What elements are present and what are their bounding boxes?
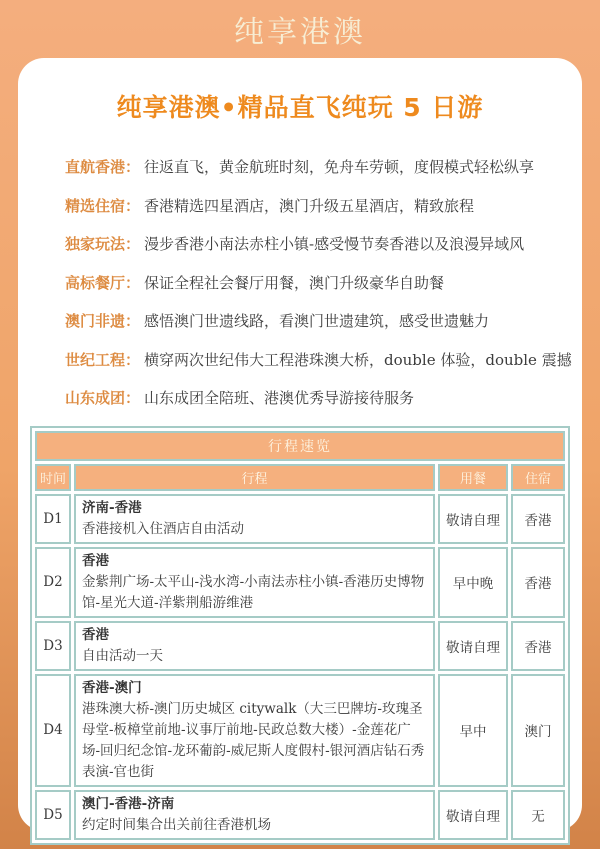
route-title: 澳门-香港-济南 bbox=[82, 795, 175, 812]
column-header-time: 时间 bbox=[35, 464, 71, 491]
route-detail: 港珠澳大桥-澳门历史城区 citywalk（大三巴牌坊-玫瑰圣母堂-板樟堂前地-议事厅前地-民政总数大楼）-金莲花广场-回归纪念馆-龙环葡韵-威尼斯人度假村-银河酒店钻石秀表演-官也街 bbox=[82, 700, 425, 780]
feature-item bbox=[65, 387, 552, 409]
route-detail: 香港接机入住酒店自由活动 bbox=[82, 520, 244, 537]
stay-cell: 香港 bbox=[511, 621, 565, 671]
stay-cell: 无 bbox=[511, 790, 565, 840]
feature-text: 往返直飞，黄金航班时刻，免舟车劳顿，度假模式轻松纵享 bbox=[144, 158, 535, 176]
route-cell bbox=[74, 790, 435, 840]
feature-list bbox=[65, 156, 572, 409]
column-header-stay: 住宿 bbox=[511, 464, 565, 491]
route-cell bbox=[74, 547, 435, 618]
day-cell: D5 bbox=[35, 790, 71, 840]
feature-label: 独家玩法： bbox=[65, 235, 141, 253]
tour-title: 纯享港澳•精品直飞纯玩 5 日游 bbox=[116, 93, 484, 122]
column-header-meals: 用餐 bbox=[438, 464, 508, 491]
meals-cell: 敬请自理 bbox=[438, 494, 508, 544]
feature-item bbox=[65, 349, 572, 371]
route-title: 香港-澳门 bbox=[82, 679, 142, 696]
page-header bbox=[0, 0, 600, 58]
stay-cell: 香港 bbox=[511, 494, 565, 544]
itinerary-table bbox=[30, 426, 570, 845]
page-title: 纯享港澳 bbox=[234, 15, 366, 50]
feature-text: 保证全程社会餐厅用餐，澳门升级豪华自助餐 bbox=[144, 273, 445, 292]
day-cell: D1 bbox=[35, 494, 71, 544]
feature-item bbox=[65, 233, 552, 255]
feature-label: 世纪工程： bbox=[65, 350, 141, 369]
meals-cell: 早中 bbox=[438, 674, 508, 787]
meals-cell: 早中晚 bbox=[438, 547, 508, 618]
meals-cell: 敬请自理 bbox=[438, 621, 508, 671]
feature-item bbox=[65, 195, 552, 217]
feature-label: 精选住宿： bbox=[65, 196, 141, 215]
table-row bbox=[35, 621, 565, 671]
table-header-row bbox=[35, 464, 565, 491]
route-detail: 约定时间集合出关前往香港机场 bbox=[82, 816, 271, 833]
feature-text: 香港精选四星酒店，澳门升级五星酒店，精致旅程 bbox=[144, 196, 475, 215]
feature-item bbox=[65, 272, 552, 294]
feature-item bbox=[65, 156, 552, 178]
route-cell bbox=[74, 621, 435, 671]
table-row bbox=[35, 494, 565, 544]
table-title-row bbox=[35, 431, 565, 461]
route-title: 香港 bbox=[82, 626, 109, 643]
route-cell bbox=[74, 494, 435, 544]
route-detail: 金紫荆广场-太平山-浅水湾-小南法赤柱小镇-香港历史博物馆-星光大道-洋紫荆船游维港 bbox=[82, 573, 425, 611]
table-title: 行程速览 bbox=[35, 431, 565, 461]
meals-cell: 敬请自理 bbox=[438, 790, 508, 840]
feature-label: 澳门非遗： bbox=[65, 312, 141, 330]
stay-cell: 香港 bbox=[511, 547, 565, 618]
route-cell bbox=[74, 674, 435, 787]
table-row bbox=[35, 790, 565, 840]
table-row bbox=[35, 674, 565, 787]
column-header-itinerary: 行程 bbox=[74, 464, 435, 491]
route-title: 香港 bbox=[82, 552, 109, 569]
feature-text: 横穿两次世纪伟大工程港珠澳大桥，double 体验，double 震撼 bbox=[144, 350, 572, 369]
route-detail: 自由活动一天 bbox=[82, 647, 163, 664]
table-row bbox=[35, 547, 565, 618]
feature-label: 山东成团： bbox=[65, 389, 141, 407]
route-title: 济南-香港 bbox=[82, 499, 142, 516]
stay-cell: 澳门 bbox=[511, 674, 565, 787]
feature-text: 漫步香港小南法赤柱小镇-感受慢节奏香港以及浪漫异域风 bbox=[144, 235, 525, 253]
day-cell: D4 bbox=[35, 674, 71, 787]
feature-item bbox=[65, 310, 552, 332]
feature-text: 感悟澳门世遗线路，看澳门世遗建筑，感受世遗魅力 bbox=[144, 312, 490, 330]
content-card bbox=[18, 58, 582, 831]
day-cell: D2 bbox=[35, 547, 71, 618]
feature-label: 高标餐厅： bbox=[65, 273, 141, 292]
feature-label: 直航香港： bbox=[65, 158, 141, 176]
day-cell: D3 bbox=[35, 621, 71, 671]
feature-text: 山东成团全陪班、港澳优秀导游接待服务 bbox=[144, 389, 415, 407]
